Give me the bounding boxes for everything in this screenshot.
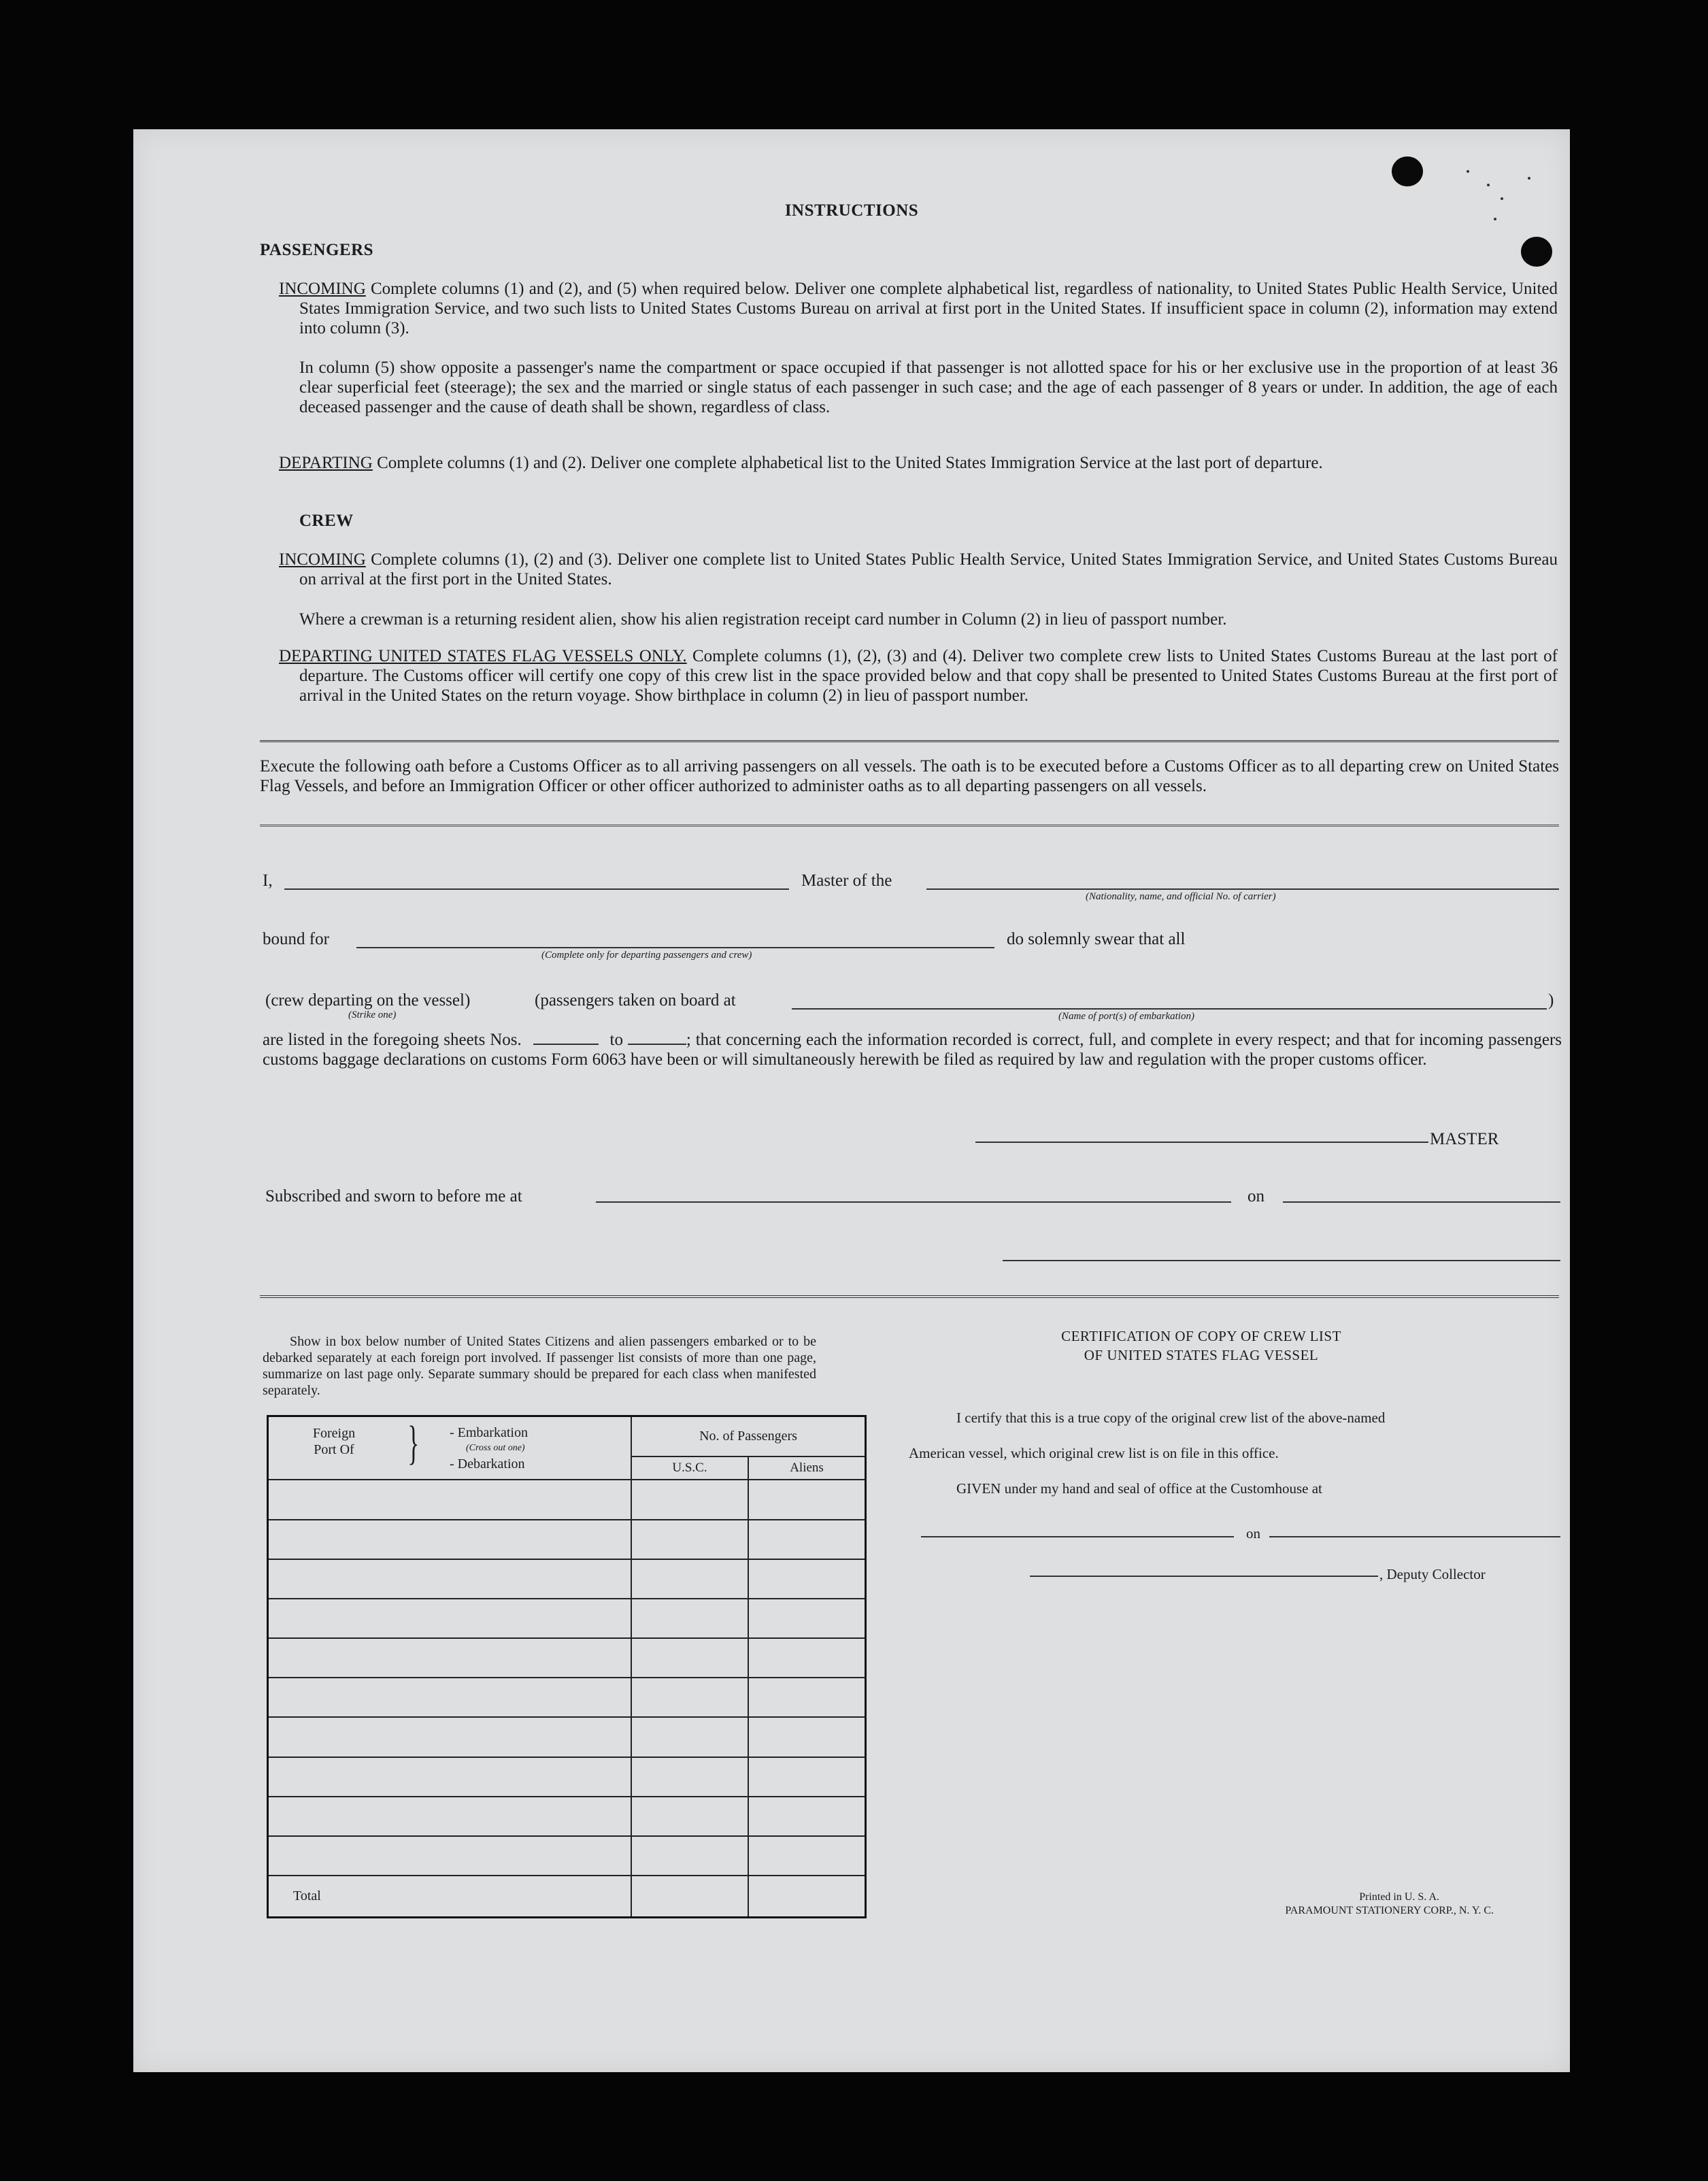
usc-header: U.S.C. bbox=[631, 1456, 748, 1480]
punch-hole bbox=[1521, 237, 1552, 267]
no-of-passengers-header: No. of Passengers bbox=[631, 1416, 866, 1456]
crew-incoming-text: Complete columns (1), (2) and (3). Deliver one complete list to United States Public Health Service, United States Immigration Service, and United States Customs Bureau on arrival at the first port in the United States. bbox=[299, 550, 1558, 588]
subscribed-label: Subscribed and sworn to before me at bbox=[265, 1187, 522, 1205]
table-row[interactable] bbox=[268, 1559, 866, 1599]
table-row[interactable] bbox=[268, 1638, 866, 1678]
crew-departing-option[interactable]: (crew departing on the vessel) bbox=[265, 991, 471, 1010]
lower-divider bbox=[260, 1295, 1559, 1298]
deputy-collector-label: , Deputy Collector bbox=[1379, 1566, 1486, 1582]
section-divider bbox=[260, 740, 1559, 742]
listed-text-1: are listed in the foregoing sheets Nos. bbox=[263, 1031, 522, 1049]
strike-one-hint: (Strike one) bbox=[348, 1010, 397, 1020]
certification-title-1: CERTIFICATION OF COPY OF CREW LIST bbox=[1061, 1328, 1341, 1344]
master-label: MASTER bbox=[1430, 1130, 1499, 1148]
table-row[interactable] bbox=[268, 1520, 866, 1559]
deputy-signature-field[interactable] bbox=[1030, 1576, 1378, 1577]
passengers-column5-paragraph: In column (5) show opposite a passenger's name the compartment or space occupied if that passenger is not allotted space for his or her exclusive use in the proportion of at least 36 clear superficial feet (steerage); the sex and the married or single status of each passenger in such case; and the age of each passenger of 8 years or under. In addition, the age of each deceased passenger and the cause of death shall be shown, regardless of class. bbox=[299, 359, 1558, 416]
subscribed-on-label: on bbox=[1247, 1187, 1265, 1205]
carrier-field[interactable] bbox=[926, 888, 1559, 890]
master-name-field[interactable] bbox=[284, 888, 789, 890]
certification-on-label: on bbox=[1246, 1525, 1260, 1542]
listed-text-2: ; that concerning each the information recorded is correct, full, and complete in every respect; and that for incoming passengers customs baggage declarations on customs Form 6063 have been or will simultaneously herewith be filed as required by law and regulation with the proper customs officer. bbox=[263, 1031, 1562, 1069]
speck bbox=[1528, 177, 1530, 180]
passengers-departing-paragraph bbox=[279, 453, 1558, 473]
certification-date-field[interactable] bbox=[1269, 1536, 1560, 1537]
table-row[interactable] bbox=[268, 1757, 866, 1797]
sheet-to-field[interactable] bbox=[628, 1031, 686, 1045]
embarkation-field[interactable] bbox=[792, 1008, 1547, 1010]
instructions-title: INSTRUCTIONS bbox=[784, 201, 919, 220]
passengers-heading: PASSENGERS bbox=[260, 241, 374, 259]
embarkation-label[interactable]: - Embarkation bbox=[450, 1425, 528, 1440]
cross-out-hint: (Cross out one) bbox=[466, 1443, 525, 1453]
master-signature-field[interactable] bbox=[975, 1142, 1428, 1143]
swear-label: do solemnly swear that all bbox=[1007, 930, 1186, 948]
given-text: GIVEN under my hand and seal of office at the Customhouse at bbox=[956, 1480, 1322, 1497]
crew-heading: CREW bbox=[299, 512, 354, 530]
debarkation-label[interactable]: - Debarkation bbox=[450, 1456, 525, 1471]
passengers-incoming-paragraph bbox=[279, 279, 1558, 338]
close-paren: ) bbox=[1548, 991, 1554, 1010]
total-row[interactable] bbox=[268, 1876, 866, 1917]
bound-for-label: bound for bbox=[263, 930, 329, 948]
listed-paragraph bbox=[263, 1030, 1562, 1069]
sheet-from-field[interactable] bbox=[533, 1031, 599, 1045]
imprint-line-1: Printed in U. S. A. bbox=[1359, 1891, 1439, 1903]
total-label: Total bbox=[268, 1876, 632, 1917]
table-row[interactable] bbox=[268, 1678, 866, 1717]
table-row[interactable] bbox=[268, 1717, 866, 1757]
oath-divider bbox=[260, 825, 1559, 827]
i-label: I, bbox=[263, 871, 273, 890]
listed-to: to bbox=[609, 1031, 623, 1049]
subscribed-date-field[interactable] bbox=[1283, 1201, 1560, 1203]
speck bbox=[1487, 184, 1490, 186]
embarkation-hint: (Name of port(s) of embarkation) bbox=[1058, 1011, 1194, 1022]
passengers-incoming-label: INCOMING bbox=[279, 280, 366, 298]
table-row[interactable] bbox=[268, 1599, 866, 1638]
brace-icon: } bbox=[407, 1417, 420, 1469]
oath-intro: Execute the following oath before a Customs Officer as to all arriving passengers on all vessels. The oath is to be executed before a Customs Officer as to all departing crew on United States Flag Vessels, and before an Immigration Officer or other officer authorized to administer oaths as to all departing passengers on all vessels. bbox=[260, 757, 1559, 795]
crew-departing-label: DEPARTING UNITED STATES FLAG VESSELS ONLY. bbox=[279, 647, 687, 665]
passengers-taken-option[interactable]: (passengers taken on board at bbox=[535, 991, 736, 1010]
crew-departing-paragraph bbox=[279, 646, 1558, 705]
crew-incoming-paragraph bbox=[279, 550, 1558, 589]
port-summary-table bbox=[267, 1415, 867, 1918]
crew-incoming-label: INCOMING bbox=[279, 550, 366, 569]
master-of-label: Master of the bbox=[801, 871, 892, 890]
certify-text-2: American vessel, which original crew list is on file in this office. bbox=[909, 1445, 1279, 1461]
passengers-incoming-text: Complete columns (1) and (2), and (5) when required below. Deliver one complete alphabetical list, regardless of nationality, to United States Public Health Service, United States Immigration Service, and two such lists to United States Customs Bureau on arrival at first port in the United States. If insufficient space in column (2), information may extend into column (3). bbox=[299, 280, 1558, 337]
officer-signature-field[interactable] bbox=[1003, 1260, 1560, 1261]
table-row[interactable] bbox=[268, 1797, 866, 1836]
passengers-departing-label: DEPARTING bbox=[279, 454, 373, 472]
certification-title-2: OF UNITED STATES FLAG VESSEL bbox=[1084, 1347, 1319, 1363]
passengers-departing-text: Complete columns (1) and (2). Deliver one complete alphabetical list to the United States Immigration Service at the last port of departure. bbox=[377, 454, 1323, 472]
certify-text-1: I certify that this is a true copy of the original crew list of the above-named bbox=[956, 1410, 1386, 1426]
crew-departing-text: Complete columns (1), (2), (3) and (4). Deliver two complete crew lists to United States Customs Bureau at the last port of departure. The Customs officer will certify one copy of this crew list in the space provided below and that copy shall be presented to United States Customs Bureau at the first port of arrival in the United States on the return voyage. Show birthplace in column (2) in lieu of passport number. bbox=[299, 647, 1558, 705]
carrier-hint: (Nationality, name, and official No. of carrier) bbox=[1086, 891, 1276, 902]
port-header-cell bbox=[268, 1416, 632, 1480]
table-row[interactable] bbox=[268, 1480, 866, 1519]
foreign-port-of: Foreign Port Of bbox=[312, 1426, 356, 1457]
speck bbox=[1501, 197, 1503, 200]
table-row[interactable] bbox=[268, 1836, 866, 1876]
bound-for-field[interactable] bbox=[356, 947, 994, 948]
subscribed-place-field[interactable] bbox=[596, 1201, 1231, 1203]
form-page bbox=[133, 129, 1570, 2072]
customhouse-field[interactable] bbox=[921, 1536, 1234, 1537]
aliens-header: Aliens bbox=[748, 1456, 866, 1480]
crew-resident-paragraph: Where a crewman is a returning resident alien, show his alien registration receipt card number in Column (2) in lieu of passport number. bbox=[299, 610, 1227, 629]
bound-for-hint: (Complete only for departing passengers and crew) bbox=[541, 950, 752, 961]
summary-note: Show in box below number of United States Citizens and alien passengers embarked or to be debarked separately at each foreign port involved. If passenger list consists of more than one page, summarize on last page only. Separate summary should be prepared for each class when manifested separately. bbox=[263, 1334, 816, 1398]
imprint-line-2: PARAMOUNT STATIONERY CORP., N. Y. C. bbox=[1285, 1905, 1494, 1916]
speck bbox=[1467, 170, 1469, 173]
punch-hole bbox=[1392, 156, 1423, 186]
